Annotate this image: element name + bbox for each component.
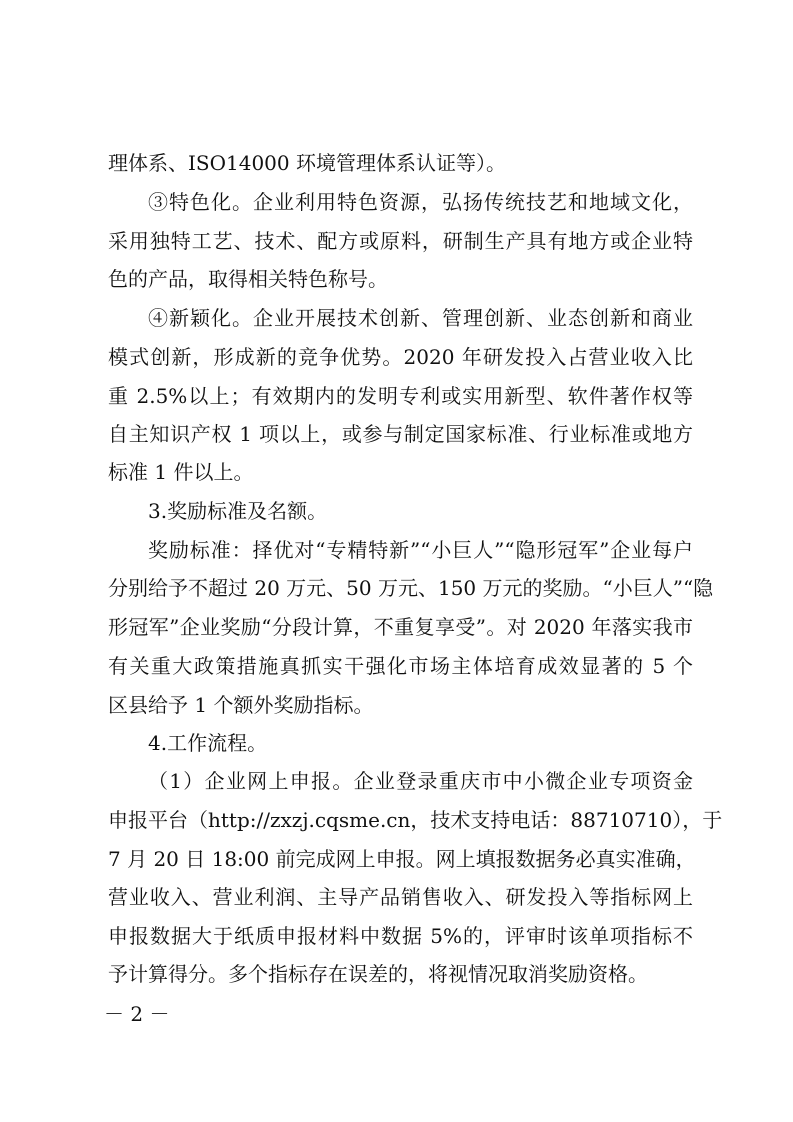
- text-line: 奖励标准：择优对“专精特新”“小巨人”“隐形冠军”企业每户: [148, 538, 693, 562]
- text-line: 分别给予不超过 20 万元、50 万元、150 万元的奖励。“小巨人”“隐: [108, 576, 714, 600]
- text-line: 自主知识产权 1 项以上，或参与制定国家标准、行业标准或地方: [108, 422, 693, 446]
- text-line: 标准 1 件以上。: [108, 460, 254, 484]
- text-line: 模式创新，形成新的竞争优势。2020 年研发投入占营业收入比: [108, 345, 693, 369]
- text-line: 营业收入、营业利润、主导产品销售收入、研发投入等指标网上: [108, 885, 693, 909]
- text-line: 重 2.5%以上；有效期内的发明专利或实用新型、软件著作权等: [108, 384, 693, 408]
- section-heading: 3.奖励标准及名额。: [148, 499, 328, 523]
- text-line: 7 月 20 日 18:00 前完成网上申报。网上填报数据务必真实准确，: [108, 847, 696, 871]
- section-heading: 4.工作流程。: [148, 731, 268, 755]
- text-line: 申报平台（http://zxzj.cqsme.cn，技术支持电话：88710710），于: [108, 808, 723, 832]
- text-line: 形冠军”企业奖励“分段计算，不重复享受”。对 2020 年落实我市: [108, 615, 693, 639]
- text-line: 色的产品，取得相关特色称号。: [108, 267, 388, 291]
- text-line: 区县给予 1 个额外奖励指标。: [108, 693, 374, 717]
- text-line: 理体系、ISO14000 环境管理体系认证等）。: [108, 151, 506, 175]
- page-number: － 2 －: [104, 1002, 170, 1026]
- text-line: 有关重大政策措施真抓实干强化市场主体培育成效显著的 5 个: [108, 654, 693, 678]
- text-line: ④新颖化。企业开展技术创新、管理创新、业态创新和商业: [148, 306, 693, 330]
- text-line: 予计算得分。多个指标存在误差的，将视情况取消奖励资格。: [108, 962, 648, 986]
- text-line: 采用独特工艺、技术、配方或原料，研制生产具有地方或企业特: [108, 229, 693, 253]
- text-line: （1）企业网上申报。企业登录重庆市中小微企业专项资金: [148, 769, 693, 793]
- text-line: 申报数据大于纸质申报材料中数据 5%的，评审时该单项指标不: [108, 924, 693, 948]
- text-line: ③特色化。企业利用特色资源，弘扬传统技艺和地域文化，: [148, 190, 693, 214]
